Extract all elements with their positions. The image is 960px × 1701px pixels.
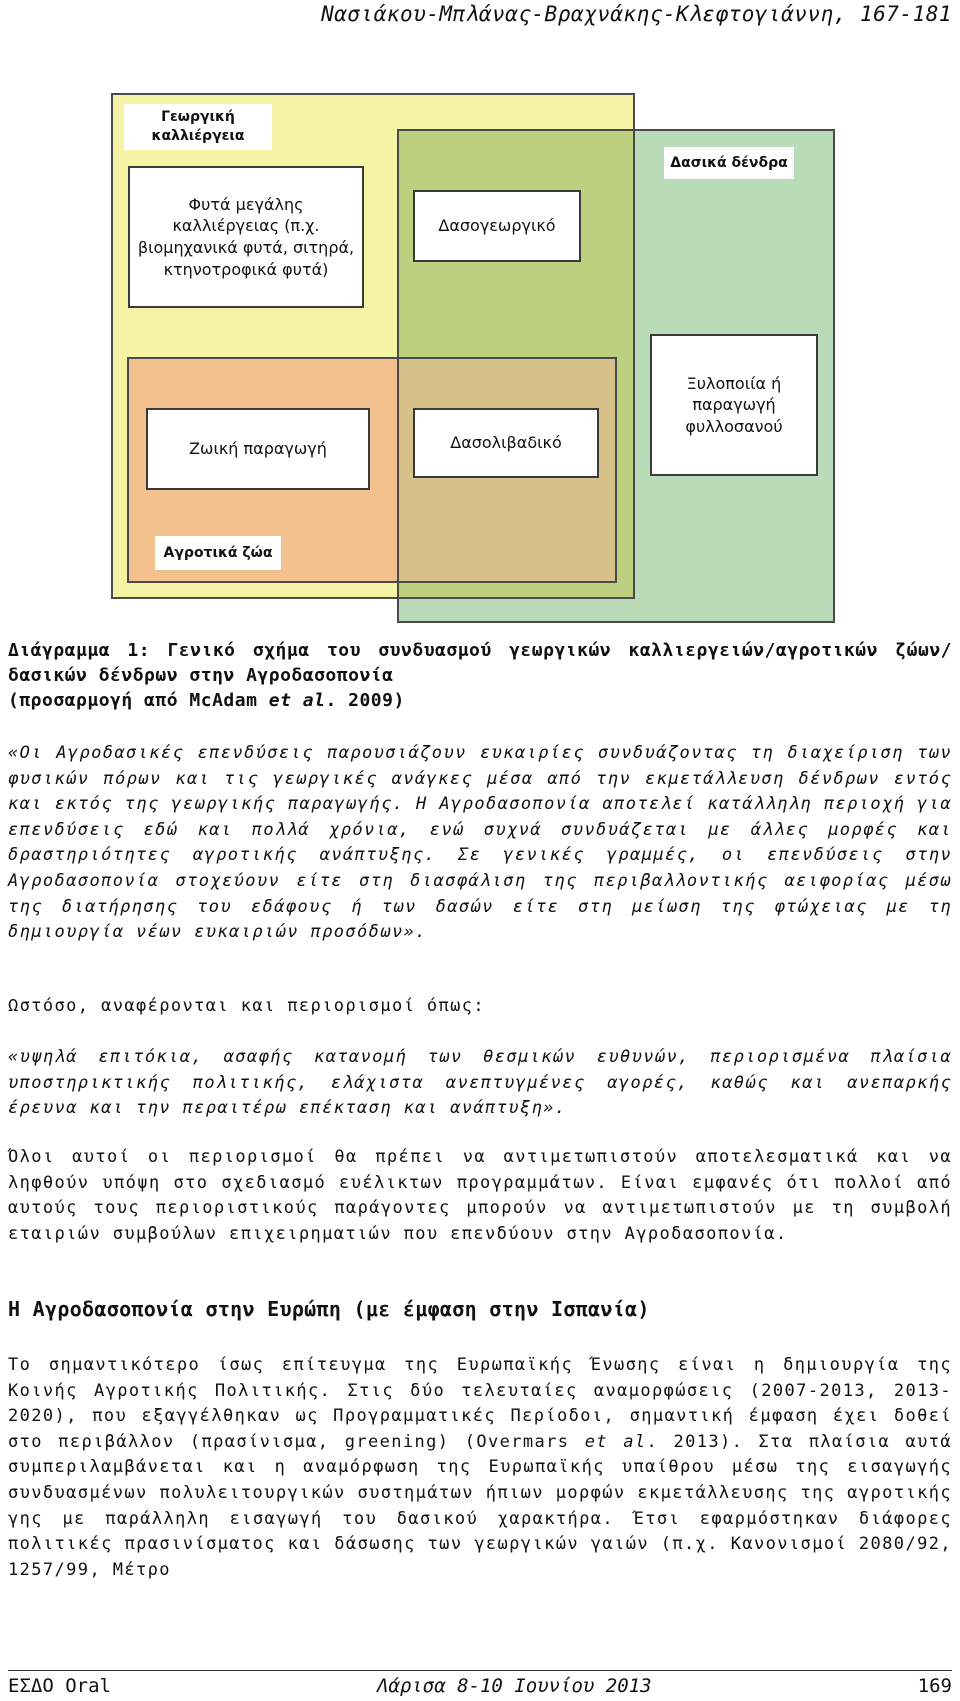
box-livestock: Ζωική παραγωγή (146, 408, 370, 490)
figure-caption (8, 638, 952, 713)
caption-source: (προσαρμογή από McAdam (8, 690, 269, 711)
agroforestry-diagram (0, 0, 960, 630)
footer-location-date: Λάρισα 8-10 Ιουνίου 2013 (377, 1675, 652, 1697)
caption-year: . 2009) (325, 690, 405, 711)
footer-conference: ΕΣΔΟ Oral (8, 1675, 111, 1697)
tag-farm-animals: Αγροτικά ζώα (155, 536, 281, 570)
paragraph-europe (8, 1353, 952, 1583)
caption-line-1: Διάγραμμα 1: Γενικό σχήμα του συνδυασμού γεωργικών καλλιεργειών/αγροτικών ζώων/δασικών δένδρων στην Αγροδασοπονία (8, 640, 952, 686)
caption-et-al: et al (268, 690, 326, 711)
section-heading: Η Αγροδασοπονία στην Ευρώπη (με έμφαση στην Ισπανία) (8, 1297, 650, 1321)
diagram-background (0, 0, 960, 630)
tag-agriculture: Γεωργική καλλιέργεια (124, 104, 272, 150)
paragraph-quote-1: «Οι Αγροδασικές επενδύσεις παρουσιάζουν ευκαιρίες συνδυάζοντας τη διαχείριση των φυσικών πόρων και τις γεωργικές ανάγκες μέσα από την εκμετάλλευση δένδρων εντός και εκτός της γεωργικής παραγωγής. Η Αγροδασοπονία αποτελεί κατάλληλη περιοχή για επενδύσεις εδώ και πολλά χρόνια, ενώ συχνά συνδυάζεται με άλλες μορφές και δραστηριότητες αγροτικής ανάπτυξης. Σε γενικές γραμμές, οι επενδύσεις στην Αγροδασοπονία στοχεύουν είτε στη διασφάλιση της περιβαλλοντικής αειφορίας μέσω της διατήρησης του εδάφους ή των δασών είτε στη μείωση της φτώχειας με τη δημιουργία νέων ευκαιριών προσόδων». (8, 743, 952, 943)
tag-forest-trees: Δασικά δένδρα (664, 147, 794, 179)
box-large-crops: Φυτά μεγάλης καλλιέργειας (π.χ. βιομηχανικά φυτά, σιτηρά, κτηνοτροφικά φυτά) (128, 166, 364, 308)
europe-et-al: et al (584, 1431, 647, 1452)
caption-line-2 (8, 688, 952, 713)
box-agroforestry-crops: Δασογεωργικό (413, 190, 581, 262)
page-number: 169 (917, 1675, 952, 1697)
europe-text-a: Το σημαντικότερο ίσως επίτευγμα της Ευρωπαϊκής Ένωσης είναι η δημιουργία της Κοινής Αγροτικής Πολιτικής. Στις δύο τελευταίες αναμορφώσεις (2007-2013, 2013-2020), που εξαγγέλθηκαν ως Προγραμματικές Περίοδοι, σημαντική έμφαση έχει δοθεί στο περιβάλλον (πρασίνισμα, greening) (Overmars (8, 1355, 952, 1452)
running-header: Νασιάκου-Μπλάνας-Βραχνάκης-Κλεφτογιάννη, 167-181 (321, 2, 952, 26)
paragraph-quote-2: «υψηλά επιτόκια, ασαφής κατανομή των θεσμικών ευθυνών, περιορισμένα πλαίσια υποστηρικτικής πολιτικής, ελάχιστα ανεπτυγμένες αγορές, καθώς και ανεπαρκής έρευνα και την περαιτέρω επέκταση και ανάπτυξη». (8, 1047, 952, 1119)
box-silvopasture: Δασολιβαδικό (413, 408, 599, 478)
paragraph-limitations-intro: Ωστόσο, αναφέρονται και περιορισμοί όπως: (8, 996, 486, 1016)
box-timber: Ξυλοποιία ή παραγωγή φυλλοσανού (650, 334, 818, 476)
page-footer (8, 1670, 952, 1697)
europe-text-b: . 2013). Στα πλαίσια αυτά συμπεριλαμβάνεται και η αναμόρφωση της Ευρωπαϊκής υπαίθρου μέσω της εισαγωγής συνδυασμένων πολυλειτουργικών συστημάτων ήπιων μορφών εκμετάλλευσης της αγροτικής γης με παράλληλη εισαγωγή του δασικού χαρακτήρα. Έτσι εφαρμόστηκαν διάφορες πολιτικές πρασινίσματος και δάσωσης των γεωργικών γαιών (π.χ. Κανονισμοί 2080/92, 1257/99, Μέτρο (8, 1431, 952, 1580)
paragraph-conclusion: Όλοι αυτοί οι περιορισμοί θα πρέπει να αντιμετωπιστούν αποτελεσματικά και να ληφθούν υπόψη στο σχεδιασμό ευέλικτων προγραμμάτων. Είναι εμφανές ότι πολλοί από αυτούς τους περιοριστικούς παράγοντες μπορούν να αντιμετωπιστούν με τη συμβολή εταιριών συμβούλων επιχειρηματιών που επενδύουν στην Αγροδασοπονία. (8, 1147, 952, 1244)
